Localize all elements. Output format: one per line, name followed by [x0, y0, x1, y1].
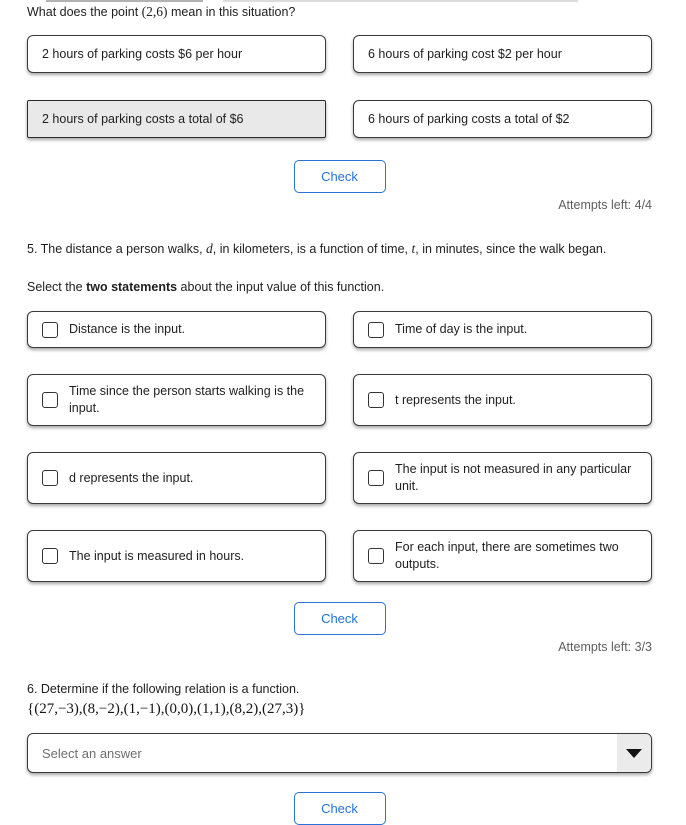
checkbox-icon[interactable] [42, 470, 58, 486]
checkbox-icon[interactable] [368, 470, 384, 486]
q5-text-part3: , in minutes, since the walk began. [415, 242, 607, 256]
checkbox-icon[interactable] [368, 392, 384, 408]
q5-question-text [27, 241, 652, 257]
q5-prompt-part1: Select the [27, 280, 87, 294]
q4-question-suffix: mean in this situation? [167, 5, 296, 19]
q5-option-no-particular-unit[interactable] [353, 452, 652, 504]
q5-attempts-left: Attempts left: 3/3 [558, 640, 652, 654]
q5-option-label: Distance is the input. [69, 322, 186, 336]
checkbox-icon[interactable] [42, 322, 58, 338]
q5-option-label: The input is measured in hours. [69, 548, 245, 563]
question-6-section [27, 682, 652, 825]
q4-option-3-selected[interactable]: 2 hours of parking costs a total of $6 [27, 100, 326, 138]
clipped-content-fragment [18, 0, 676, 3]
q5-option-t-represents[interactable] [353, 374, 652, 426]
q5-option-time-of-day[interactable] [353, 311, 652, 348]
q5-option-time-since-walking[interactable] [27, 374, 326, 426]
checkbox-icon[interactable] [368, 322, 384, 338]
dropdown-selected-value: Select an answer [42, 745, 142, 761]
q4-attempts-left: Attempts left: 4/4 [558, 198, 652, 212]
q4-option-4[interactable]: 6 hours of parking costs a total of $2 [353, 100, 652, 138]
q5-check-row [27, 602, 652, 635]
question-5-section [27, 241, 652, 654]
q5-option-label: Time since the person starts walking is the input. [69, 384, 305, 415]
q6-check-button[interactable]: Check [294, 792, 386, 825]
q6-answer-dropdown[interactable] [27, 733, 652, 773]
checkbox-icon[interactable] [42, 392, 58, 408]
q4-question-prefix: What does the point [27, 5, 142, 19]
q4-option-2[interactable]: 6 hours of parking cost $2 per hour [353, 35, 652, 73]
q5-text-part2: , in kilometers, is a function of time, [212, 242, 412, 256]
q5-prompt-part2: about the input value of this function. [177, 280, 385, 294]
q4-question-text [27, 4, 652, 20]
q4-options-grid [27, 35, 652, 138]
dropdown-arrow-button[interactable] [617, 734, 651, 772]
q5-option-d-represents[interactable] [27, 452, 326, 504]
q5-select-prompt [27, 280, 652, 295]
q5-option-sometimes-two-outputs[interactable] [353, 530, 652, 582]
q6-relation-set: {(27,−3),(8,−2),(1,−1),(0,0),(1,1),(8,2),(27,3)} [27, 701, 306, 717]
checkbox-icon[interactable] [42, 548, 58, 564]
q5-check-button[interactable]: Check [294, 602, 386, 635]
q5-option-label: Time of day is the input. [395, 322, 528, 336]
q4-point-math: (2,6) [141, 4, 168, 19]
question-4-section [27, 4, 652, 212]
q5-var-d: d [206, 241, 213, 256]
q5-option-label: d represents the input. [69, 470, 194, 485]
chevron-down-icon [626, 749, 642, 758]
q5-option-label: t represents the input. [395, 392, 516, 407]
q5-option-label: For each input, there are sometimes two outputs. [395, 540, 619, 571]
q5-option-distance-input[interactable] [27, 311, 326, 348]
q5-option-measured-in-hours[interactable] [27, 530, 326, 582]
q6-check-row [27, 792, 652, 825]
q5-prompt-bold: two statements [86, 280, 178, 294]
q4-check-button[interactable]: Check [294, 160, 386, 193]
q5-text-part1: 5. The distance a person walks, [27, 242, 207, 256]
q5-option-label: The input is not measured in any particular unit. [395, 462, 632, 493]
q4-option-1[interactable]: 2 hours of parking costs $6 per hour [27, 35, 326, 73]
q4-check-row [27, 160, 652, 193]
q5-options-grid [27, 311, 652, 582]
q6-question-text: 6. Determine if the following relation is a function. [27, 682, 300, 696]
q5-var-t: t [411, 241, 416, 256]
checkbox-icon[interactable] [368, 548, 384, 564]
